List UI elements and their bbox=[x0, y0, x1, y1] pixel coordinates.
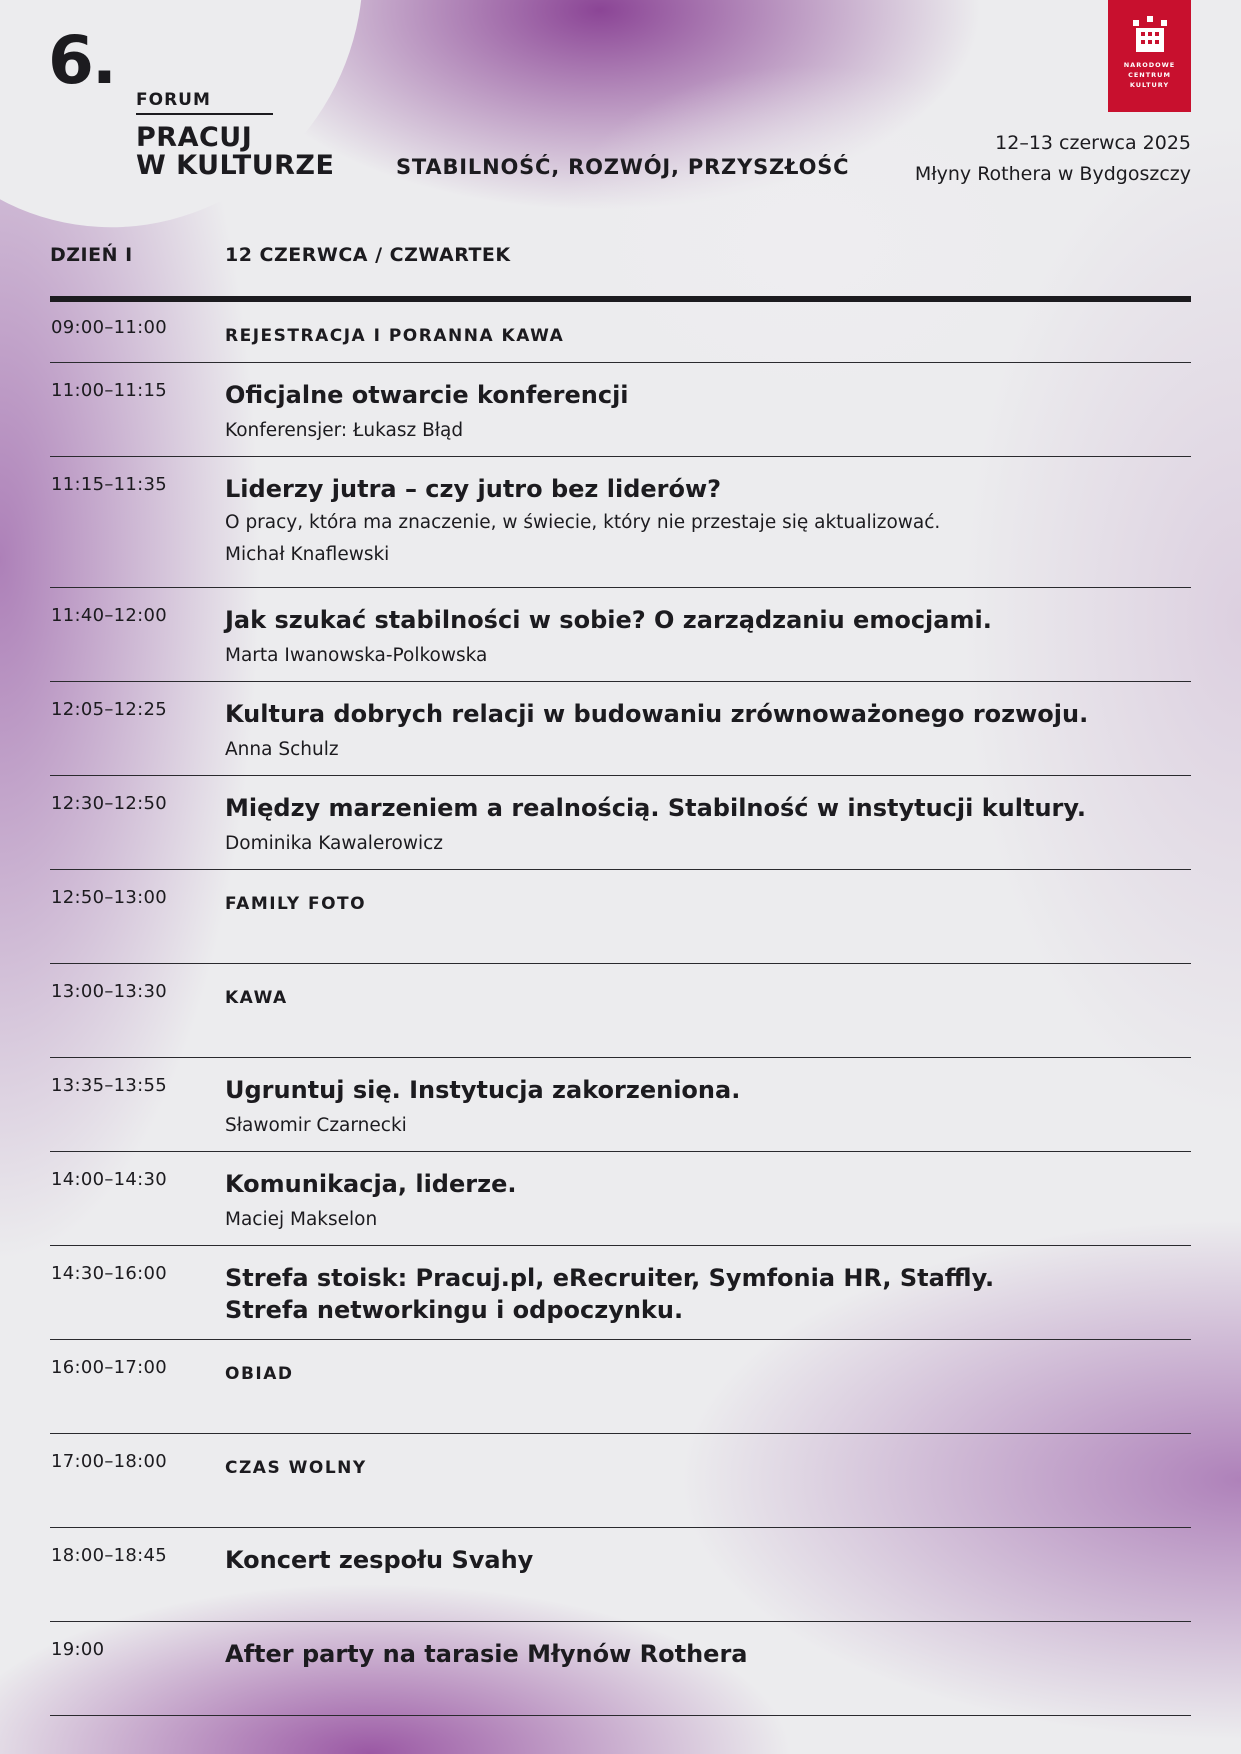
row-title-second-line: Strefa networkingu i odpoczynku. bbox=[225, 1296, 684, 1324]
row-time: 11:00–11:15 bbox=[51, 380, 168, 401]
row-time: 12:05–12:25 bbox=[51, 699, 168, 720]
schedule-row bbox=[50, 1246, 1191, 1340]
schedule-row bbox=[50, 964, 1191, 1058]
schedule-row bbox=[50, 776, 1191, 870]
schedule-row bbox=[50, 1622, 1191, 1716]
row-title: Między marzeniem a realnością. Stabilność w instytucji kultury. bbox=[225, 794, 1086, 822]
tagline: STABILNOŚĆ, ROZWÓJ, PRZYSZŁOŚĆ bbox=[396, 155, 850, 179]
row-speaker: Marta Iwanowska-Polkowska bbox=[225, 645, 488, 666]
row-speaker: Dominika Kawalerowicz bbox=[225, 833, 443, 854]
event-dates: 12–13 czerwca 2025 bbox=[995, 132, 1191, 154]
schedule-row bbox=[50, 302, 1191, 363]
schedule-table bbox=[50, 302, 1191, 1716]
row-title: Liderzy jutra – czy jutro bez liderów? bbox=[225, 475, 722, 503]
logo-forum-label: FORUM bbox=[136, 90, 211, 110]
day-date: 12 CZERWCA / CZWARTEK bbox=[225, 244, 511, 266]
row-time: 11:40–12:00 bbox=[51, 605, 168, 626]
row-time: 12:50–13:00 bbox=[51, 887, 168, 908]
logo-number: 6. bbox=[48, 22, 115, 99]
crown-icon bbox=[1132, 16, 1168, 54]
schedule-row bbox=[50, 363, 1191, 457]
logo-name: PRACUJ W KULTURZE bbox=[136, 122, 335, 181]
row-speaker: Michał Knaflewski bbox=[225, 544, 390, 565]
schedule-row bbox=[50, 1434, 1191, 1528]
day-label: DZIEŃ I bbox=[50, 244, 133, 266]
row-time: 14:30–16:00 bbox=[51, 1263, 168, 1284]
row-title: Ugruntuj się. Instytucja zakorzeniona. bbox=[225, 1076, 741, 1104]
row-label: FAMILY FOTO bbox=[225, 894, 367, 914]
row-title: After party na tarasie Młynów Rothera bbox=[225, 1640, 748, 1668]
row-label: CZAS WOLNY bbox=[225, 1458, 367, 1478]
partner-logo: NARODOWE CENTRUM KULTURY bbox=[1108, 0, 1191, 112]
row-time: 09:00–11:00 bbox=[51, 317, 168, 338]
schedule-row bbox=[50, 457, 1191, 588]
row-time: 11:15–11:35 bbox=[51, 474, 168, 495]
row-time: 16:00–17:00 bbox=[51, 1357, 168, 1378]
row-title: Strefa stoisk: Pracuj.pl, eRecruiter, Symfonia HR, Staffly. bbox=[225, 1264, 995, 1292]
row-title: Jak szukać stabilności w sobie? O zarządzaniu emocjami. bbox=[225, 606, 992, 634]
row-label: OBIAD bbox=[225, 1364, 294, 1384]
row-title: Komunikacja, liderze. bbox=[225, 1170, 517, 1198]
schedule-row bbox=[50, 1340, 1191, 1434]
row-time: 18:00–18:45 bbox=[51, 1545, 168, 1566]
row-title: Koncert zespołu Svahy bbox=[225, 1546, 534, 1574]
row-speaker: Sławomir Czarnecki bbox=[225, 1115, 407, 1136]
row-time: 13:35–13:55 bbox=[51, 1075, 168, 1096]
schedule-row bbox=[50, 1152, 1191, 1246]
schedule-row bbox=[50, 588, 1191, 682]
schedule-row bbox=[50, 1058, 1191, 1152]
row-time: 19:00 bbox=[51, 1639, 105, 1660]
event-info bbox=[915, 128, 1191, 190]
row-description: O pracy, która ma znaczenie, w świecie, który nie przestaje się aktualizować. bbox=[225, 512, 941, 533]
logo-divider bbox=[136, 113, 273, 115]
row-time: 14:00–14:30 bbox=[51, 1169, 168, 1190]
row-label: KAWA bbox=[225, 988, 288, 1008]
row-title: Oficjalne otwarcie konferencji bbox=[225, 381, 629, 409]
schedule-row bbox=[50, 1528, 1191, 1622]
row-time: 17:00–18:00 bbox=[51, 1451, 168, 1472]
event-venue: Młyny Rothera w Bydgoszczy bbox=[914, 163, 1191, 185]
row-time: 13:00–13:30 bbox=[51, 981, 168, 1002]
row-speaker: Maciej Makselon bbox=[225, 1209, 378, 1230]
row-speaker: Konferensjer: Łukasz Błąd bbox=[225, 420, 464, 441]
schedule-row bbox=[50, 870, 1191, 964]
row-title: Kultura dobrych relacji w budowaniu zrównoważonego rozwoju. bbox=[225, 700, 1089, 728]
schedule-row bbox=[50, 682, 1191, 776]
row-time: 12:30–12:50 bbox=[51, 793, 168, 814]
row-label: REJESTRACJA I PORANNA KAWA bbox=[225, 326, 565, 346]
row-speaker: Anna Schulz bbox=[225, 739, 339, 760]
